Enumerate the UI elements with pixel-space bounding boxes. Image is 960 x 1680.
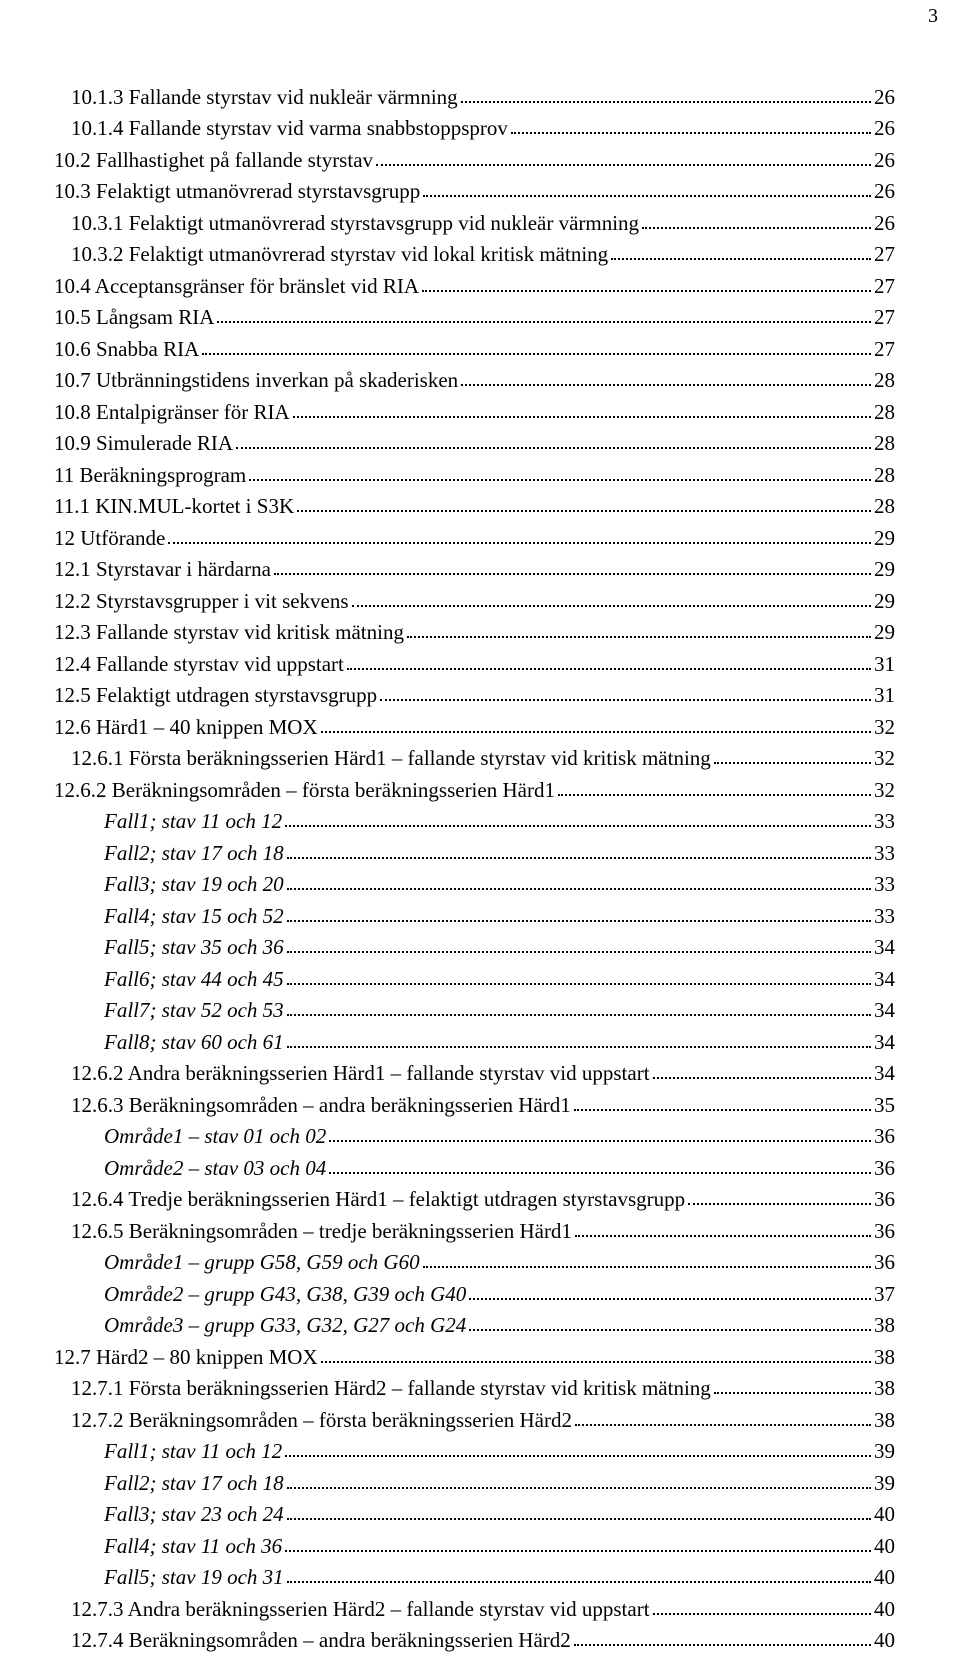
toc-entry-page: 26 [874,179,895,203]
table-of-contents [0,78,960,1653]
toc-dot-leader [469,1329,871,1331]
toc-entry-page: 28 [874,431,895,455]
toc-dot-leader [287,1581,871,1583]
toc-entry-page: 31 [874,683,895,707]
toc-entry-page: 38 [874,1407,895,1432]
toc-entry-title: 12.7.3 Andra beräkningsserien Härd2 – fallande styrstav vid uppstart [71,1596,650,1621]
toc-dot-leader [407,636,871,638]
toc-entry[interactable] [0,1149,960,1181]
toc-dot-leader [287,857,871,859]
toc-dot-leader [287,1487,871,1489]
toc-entry[interactable] [0,645,960,677]
toc-entry[interactable] [0,960,960,992]
toc-entry[interactable] [0,1433,960,1465]
toc-dot-leader [558,794,871,796]
toc-entry-title: 12.2 Styrstavsgrupper i vit sekvens [54,588,349,613]
toc-entry-page: 29 [874,525,895,550]
toc-entry[interactable] [0,519,960,551]
toc-dot-leader [714,1392,871,1394]
toc-entry-page: 36 [874,1155,895,1180]
toc-dot-leader [217,321,871,323]
toc-dot-leader [469,1298,871,1300]
toc-dot-leader [249,479,871,481]
toc-entry-page: 36 [874,1187,895,1211]
toc-dot-leader [321,1361,871,1363]
toc-entry[interactable] [0,78,960,110]
toc-entry-page: 29 [874,588,895,613]
toc-entry[interactable] [0,141,960,173]
toc-dot-leader [611,258,871,260]
toc-entry-title: 12.6 Härd1 – 40 knippen MOX [54,714,318,739]
toc-entry[interactable] [0,677,960,709]
toc-entry[interactable] [0,1023,960,1055]
toc-dot-leader [575,1235,871,1237]
toc-entry-title: Område2 – stav 03 och 04 [104,1155,327,1180]
toc-entry[interactable] [0,897,960,929]
toc-entry-title: 10.2 Fallhastighet på fallande styrstav [54,147,374,172]
toc-entry[interactable] [0,614,960,646]
toc-entry[interactable] [0,1212,960,1244]
toc-entry-page: 40 [874,1502,895,1526]
toc-entry[interactable] [0,1275,960,1307]
toc-dot-leader [287,1046,871,1048]
toc-entry-title: 12.6.3 Beräkningsområden – andra beräkningsserien Härd1 [71,1092,571,1117]
toc-entry-title: Fall3; stav 23 och 24 [104,1502,284,1526]
toc-entry[interactable] [0,834,960,866]
toc-entry-title: 10.1.3 Fallande styrstav vid nukleär värmning [71,84,458,109]
toc-entry-title: 10.8 Entalpigränser för RIA [54,399,290,424]
toc-entry-page: 33 [874,840,895,865]
toc-entry[interactable] [0,1086,960,1118]
toc-dot-leader [236,447,871,449]
toc-entry-title: 10.6 Snabba RIA [54,336,200,361]
toc-entry[interactable] [0,1370,960,1402]
toc-entry-title: 10.3 Felaktigt utmanövrerad styrstavsgrupp [54,179,421,203]
toc-entry[interactable] [0,204,960,236]
toc-dot-leader [287,1014,871,1016]
toc-dot-leader [287,888,871,890]
toc-dot-leader [380,699,871,701]
toc-entry[interactable] [0,267,960,299]
toc-dot-leader [422,290,871,292]
toc-entry[interactable] [0,425,960,457]
toc-entry-title: Fall4; stav 15 och 52 [104,903,284,928]
toc-dot-leader [574,1644,871,1646]
toc-entry[interactable] [0,362,960,394]
toc-entry[interactable] [0,173,960,205]
toc-entry-page: 29 [874,620,895,644]
toc-entry[interactable] [0,110,960,142]
toc-entry[interactable] [0,1464,960,1496]
toc-entry[interactable] [0,992,960,1024]
toc-dot-leader [274,573,871,575]
toc-entry-page: 40 [874,1596,895,1621]
toc-entry-title: 12.6.4 Tredje beräkningsserien Härd1 – felaktigt utdragen styrstavsgrupp [71,1187,686,1211]
toc-dot-leader [329,1172,871,1174]
toc-entry[interactable] [0,299,960,331]
toc-dot-leader [202,353,871,355]
toc-entry[interactable] [0,771,960,803]
toc-dot-leader [461,101,871,103]
toc-entry-title: 10.3.2 Felaktigt utmanövrerad styrstav vid lokal kritisk mätning [71,242,609,266]
toc-dot-leader [293,416,871,418]
toc-entry-page: 32 [874,714,895,739]
toc-entry-title: Fall6; stav 44 och 45 [104,966,284,991]
toc-dot-leader [297,510,871,512]
toc-entry-title: Fall4; stav 11 och 36 [104,1533,283,1558]
toc-entry-title: Område1 – grupp G58, G59 och G60 [104,1250,420,1274]
toc-entry-page: 28 [874,462,895,487]
toc-dot-leader [575,1424,871,1426]
toc-entry[interactable] [0,1559,960,1591]
toc-entry-title: Fall1; stav 11 och 12 [104,1439,283,1463]
toc-entry[interactable] [0,330,960,362]
toc-entry-page: 40 [874,1565,895,1589]
toc-dot-leader [287,951,871,953]
toc-entry[interactable] [0,1118,960,1150]
toc-dot-leader [352,605,871,607]
toc-entry-page: 39 [874,1470,895,1495]
toc-entry-page: 27 [874,242,895,266]
toc-dot-leader [574,1109,871,1111]
toc-dot-leader [285,825,871,827]
toc-dot-leader [642,227,871,229]
toc-entry[interactable] [0,866,960,898]
toc-entry-title: 12.6.2 Andra beräkningsserien Härd1 – fallande styrstav vid uppstart [71,1061,650,1085]
toc-entry-page: 37 [874,1281,895,1306]
toc-dot-leader [168,542,871,544]
toc-entry-page: 40 [874,1628,895,1652]
toc-entry[interactable] [0,1338,960,1370]
toc-entry-page: 34 [874,998,895,1022]
toc-entry-page: 29 [874,557,895,581]
toc-dot-leader [714,762,871,764]
toc-entry[interactable] [0,1590,960,1622]
toc-entry-title: 12.1 Styrstavar i härdarna [54,557,271,581]
toc-entry[interactable] [0,1622,960,1654]
toc-entry-page: 38 [874,1376,895,1400]
toc-entry-title: 12.5 Felaktigt utdragen styrstavsgrupp [54,683,378,707]
toc-entry[interactable] [0,803,960,835]
toc-entry[interactable] [0,740,960,772]
toc-entry-page: 26 [874,116,895,140]
toc-entry-title: 10.7 Utbränningstidens inverkan på skaderisken [54,368,459,392]
toc-entry-title: Fall5; stav 19 och 31 [104,1565,284,1589]
toc-entry[interactable] [0,1181,960,1213]
toc-entry-page: 33 [874,903,895,928]
toc-entry-page: 34 [874,1061,895,1085]
toc-entry[interactable] [0,1244,960,1276]
toc-entry[interactable] [0,1307,960,1339]
toc-dot-leader [423,195,871,197]
toc-entry-title: Område2 – grupp G43, G38, G39 och G40 [104,1281,467,1306]
toc-entry-page: 26 [874,210,895,235]
toc-entry-page: 36 [874,1218,895,1243]
toc-entry-page: 27 [874,305,895,329]
toc-entry-page: 33 [874,809,895,833]
toc-entry-title: Område3 – grupp G33, G32, G27 och G24 [104,1313,467,1337]
toc-entry-page: 27 [874,336,895,361]
toc-entry-title: 12.7 Härd2 – 80 knippen MOX [54,1344,318,1369]
toc-entry[interactable] [0,708,960,740]
toc-dot-leader [653,1077,871,1079]
toc-entry-title: 12.4 Fallande styrstav vid uppstart [54,651,344,676]
toc-entry-page: 28 [874,494,895,518]
toc-entry-title: 12.7.1 Första beräkningsserien Härd2 – fallande styrstav vid kritisk mätning [71,1376,711,1400]
toc-dot-leader [653,1613,871,1615]
toc-entry-page: 33 [874,872,895,896]
toc-entry-title: 12.6.2 Beräkningsområden – första beräkningsserien Härd1 [54,777,555,802]
toc-entry-title: Fall2; stav 17 och 18 [104,840,284,865]
toc-entry[interactable] [0,393,960,425]
toc-entry-page: 28 [874,368,895,392]
toc-entry-title: Fall7; stav 52 och 53 [104,998,284,1022]
toc-entry-page: 27 [874,273,895,298]
toc-entry-page: 36 [874,1250,895,1274]
toc-entry[interactable] [0,1496,960,1528]
toc-entry-page: 34 [874,1029,895,1054]
toc-entry-page: 40 [874,1533,895,1558]
toc-entry[interactable] [0,551,960,583]
toc-entry[interactable] [0,929,960,961]
toc-entry-page: 32 [874,777,895,802]
toc-dot-leader [347,668,871,670]
toc-entry-page: 32 [874,746,895,770]
toc-entry-title: Fall2; stav 17 och 18 [104,1470,284,1495]
toc-entry-title: 12.7.2 Beräkningsområden – första beräkningsserien Härd2 [71,1407,572,1432]
toc-entry[interactable] [0,488,960,520]
toc-entry-page: 38 [874,1344,895,1369]
toc-dot-leader [285,1550,871,1552]
toc-dot-leader [329,1140,871,1142]
toc-dot-leader [285,1455,871,1457]
toc-entry-title: 10.5 Långsam RIA [54,305,215,329]
toc-entry-title: 12.7.4 Beräkningsområden – andra beräkningsserien Härd2 [71,1628,571,1652]
toc-entry-page: 28 [874,399,895,424]
toc-entry-title: 11 Beräkningsprogram [54,462,247,487]
toc-entry-page: 34 [874,966,895,991]
toc-entry[interactable] [0,1401,960,1433]
toc-entry[interactable] [0,236,960,268]
toc-entry[interactable] [0,456,960,488]
toc-entry-title: 10.9 Simulerade RIA [54,431,234,455]
toc-entry-title: 12.6.1 Första beräkningsserien Härd1 – fallande styrstav vid kritisk mätning [71,746,711,770]
toc-dot-leader [287,983,871,985]
toc-entry-page: 38 [874,1313,895,1337]
toc-entry-title: 10.4 Acceptansgränser för bränslet vid RIA [54,273,420,298]
toc-dot-leader [376,164,871,166]
page-number: 3 [928,5,938,27]
toc-dot-leader [287,1518,871,1520]
toc-entry-page: 34 [874,935,895,959]
toc-dot-leader [688,1203,871,1205]
toc-dot-leader [461,384,871,386]
toc-entry-title: Fall8; stav 60 och 61 [104,1029,284,1054]
toc-entry-title: 10.1.4 Fallande styrstav vid varma snabbstoppsprov [71,116,508,140]
toc-entry-title: 12.3 Fallande styrstav vid kritisk mätning [54,620,404,644]
toc-entry[interactable] [0,1055,960,1087]
toc-entry[interactable] [0,1527,960,1559]
toc-entry-title: 11.1 KIN.MUL-kortet i S3K [54,494,295,518]
toc-entry-page: 39 [874,1439,895,1463]
toc-entry-title: Fall1; stav 11 och 12 [104,809,283,833]
toc-entry-title: 12.6.5 Beräkningsområden – tredje beräkningsserien Härd1 [71,1218,572,1243]
toc-entry-title: Fall3; stav 19 och 20 [104,872,284,896]
toc-entry[interactable] [0,582,960,614]
toc-entry-page: 26 [874,84,895,109]
toc-entry-page: 31 [874,651,895,676]
toc-entry-page: 36 [874,1124,895,1148]
toc-dot-leader [321,731,871,733]
toc-dot-leader [423,1266,871,1268]
toc-dot-leader [511,132,871,134]
toc-entry-title: Fall5; stav 35 och 36 [104,935,284,959]
toc-entry-page: 26 [874,147,895,172]
toc-dot-leader [287,920,871,922]
toc-entry-page: 35 [874,1092,895,1117]
toc-entry-title: 12 Utförande [54,525,166,550]
toc-entry-title: Område1 – stav 01 och 02 [104,1124,327,1148]
toc-entry-title: 10.3.1 Felaktigt utmanövrerad styrstavsgrupp vid nukleär värmning [71,210,640,235]
